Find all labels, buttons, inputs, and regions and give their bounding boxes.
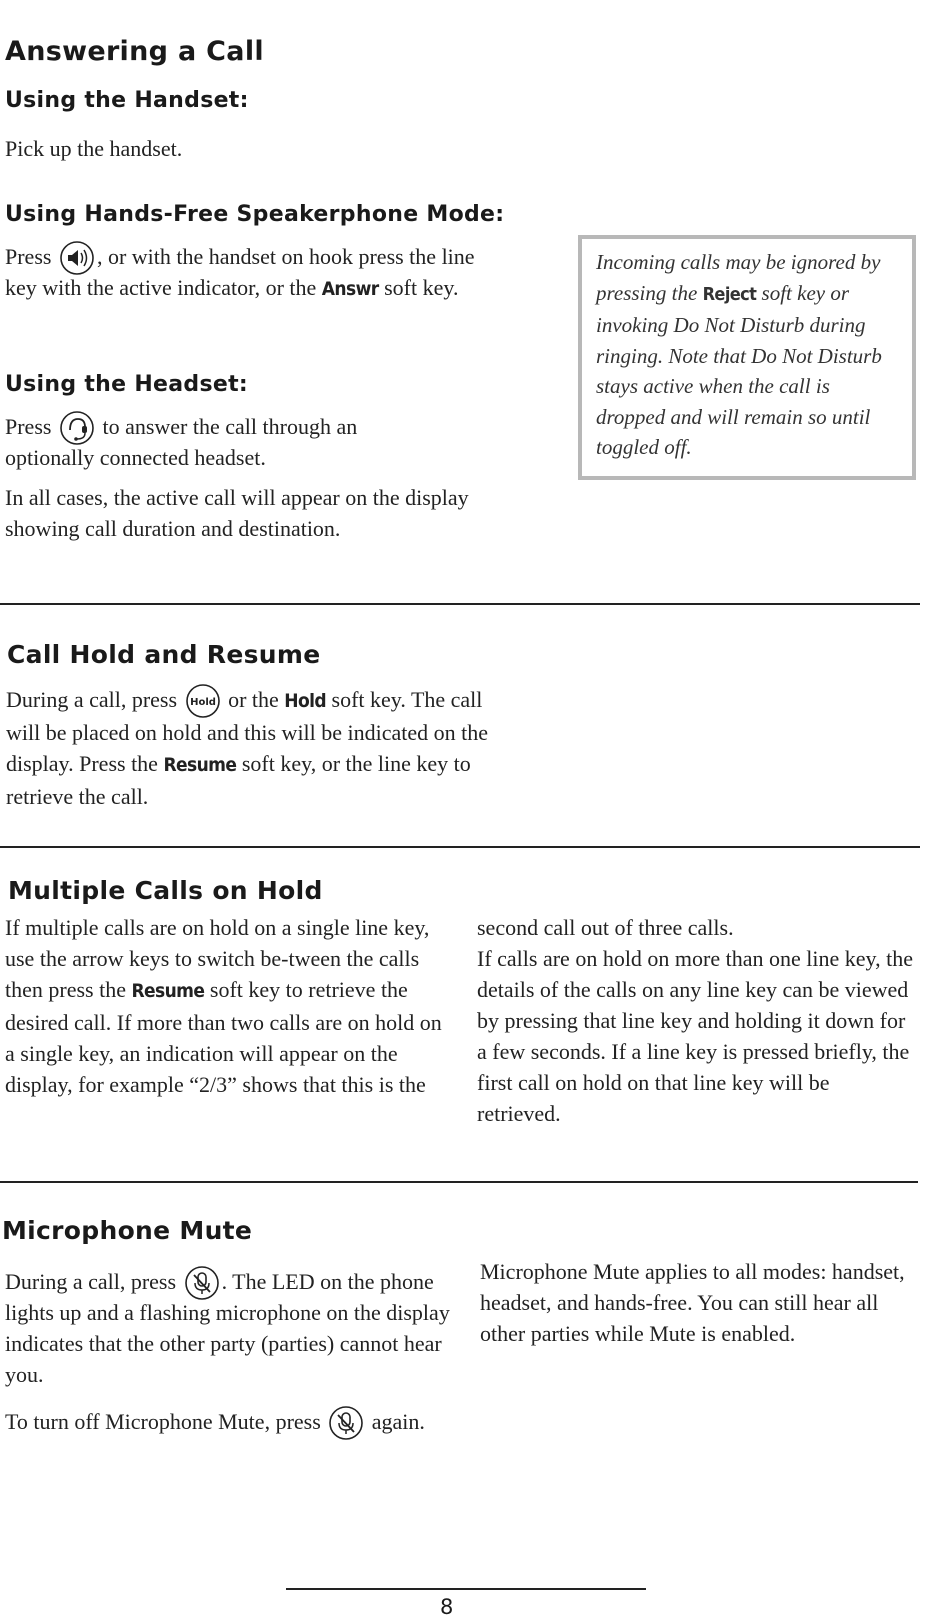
section-title-answering: Answering a Call: [5, 36, 264, 67]
subheading-headset: Using the Headset:: [5, 372, 248, 397]
resume-soft-key-label: Resume: [131, 980, 205, 1002]
section-divider: [0, 846, 920, 848]
speakerphone-text: Press , or with the handset on hook press the line key with the active indicator, or the Answr soft key.: [5, 241, 505, 305]
mute-right-text: Microphone Mute applies to all modes: handset, headset, and hands-free. You can still hear all other parties while Mute is enabled.: [480, 1259, 905, 1346]
section-divider: [0, 603, 920, 605]
speaker-icon: [59, 240, 95, 276]
hold-text: During a call, press Hold or the Hold soft key. The call will be placed on hold and this will be indicated on the display. Press the Resume soft key, or the line key to retrieve the call.: [6, 684, 496, 812]
section-title-multiple: Multiple Calls on Hold: [8, 876, 323, 905]
mute-off-text: To turn off Microphone Mute, press again.: [5, 1406, 460, 1437]
all-cases-text: In all cases, the active call will appear on the display showing call duration and destination.: [5, 485, 469, 541]
multiple-col1-text: If multiple calls are on hold on a single line key, use the arrow keys to switch be-tween the calls then press the Resume soft key to retrieve the desired call. If more than two calls are on hold on a single key, an indication will appear on the display, for example “2/3” shows that this is the: [5, 915, 442, 1097]
mute-icon: [328, 1405, 364, 1441]
section-divider: [0, 1181, 918, 1183]
resume-soft-key-label: Resume: [163, 754, 237, 776]
mute-text: During a call, press . The LED on the phone lights up and a flashing microphone on the display indicates that the other party (parties) cannot hear you.: [5, 1266, 460, 1390]
headset-icon: [59, 410, 95, 446]
multiple-col2-text: second call out of three calls. If calls are on hold on more than one line key, the details of the calls on any line key can be viewed by pressing that line key and holding it down for a few seconds. If a line key is pressed briefly, the first call on hold on that line key will be retrieved.: [477, 915, 913, 1126]
section-title-hold: Call Hold and Resume: [7, 640, 321, 669]
footer-rule: [286, 1588, 646, 1590]
note-box: [578, 235, 916, 480]
page-number: 8: [440, 1595, 454, 1619]
subheading-handset: Using the Handset:: [5, 88, 249, 113]
section-title-mute: Microphone Mute: [2, 1216, 253, 1245]
hold-icon-label: Hold: [189, 696, 216, 708]
headset-text: Press to answer the call through an optionally connected headset.: [5, 411, 425, 473]
mute-icon: [184, 1265, 220, 1301]
reject-soft-key-label: Reject: [702, 283, 757, 305]
note-text: Incoming calls may be ignored by pressing the Reject soft key or invoking Do Not Disturb during ringing. Note that Do Not Disturb stays active when the call is dropped and will remain so until toggled off.: [596, 250, 882, 459]
hold-icon: [185, 683, 221, 719]
subheading-speakerphone: Using Hands-Free Speakerphone Mode:: [5, 202, 505, 227]
answr-soft-key-label: Answr: [321, 278, 379, 300]
hold-soft-key-label: Hold: [284, 690, 327, 712]
handset-text: Pick up the handset.: [5, 136, 183, 161]
